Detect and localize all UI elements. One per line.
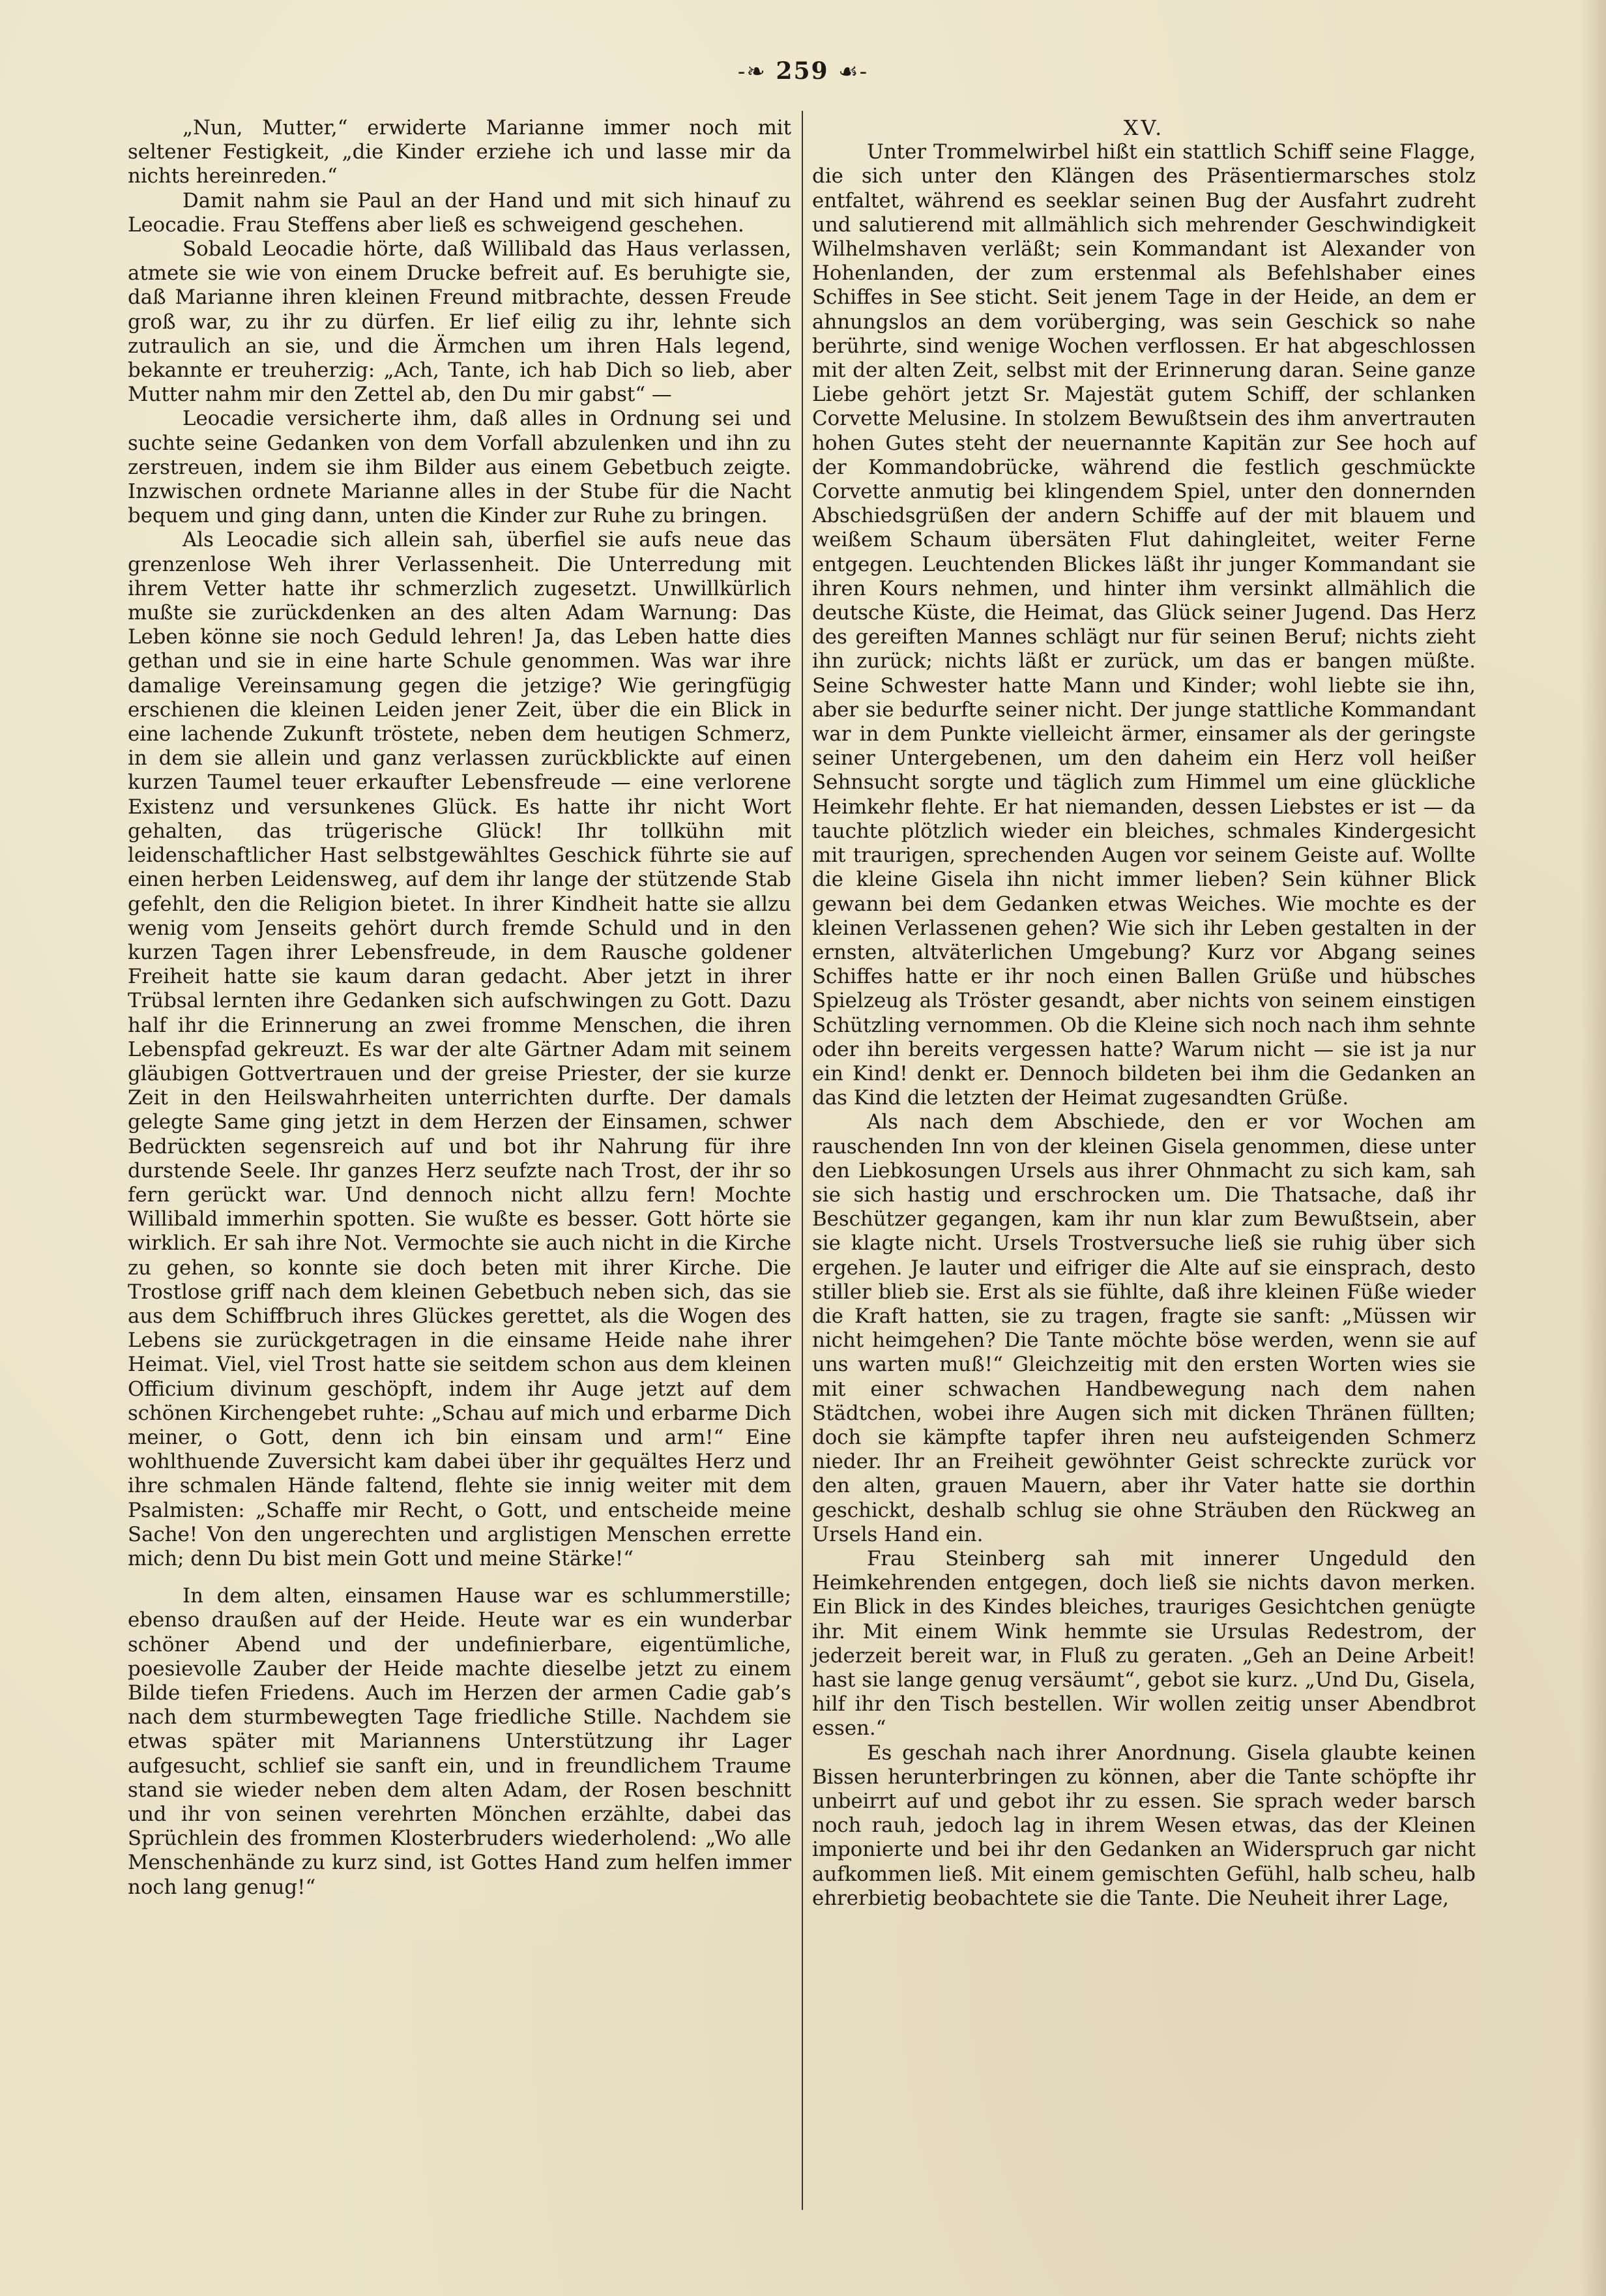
page-header (0, 57, 1606, 85)
paragraph-4: Leocadie versicherte ihm, daß alles in Ordnung sei und suchte seine Gedanken von dem Vorfall abzulenken und ihn zu zerstreuen, indem sie ihm Bilder aus einem Gebetbuch zeigte. Inzwischen ordnete Marianne alles in der Stube für die Nacht bequem und ging dann, unten die Kinder zur Ruhe zu bringen. (128, 407, 791, 528)
paragraph-8: Als nach dem Abschiede, den er vor Wochen am rauschenden Inn von der kleinen Gisela genommen, diese unter den Liebkosungen Ursels aus ihrer Ohnmacht zu sich kam, sah sie sich hastig und erschrocken um. Die Thatsache, daß ihr Beschützer gegangen, kam ihr nun klar zum Bewußtsein, aber sie klagte nicht. Ursels Trostversuche ließ sie ruhig über sich ergehen. Je lauter und eifriger die Alte auf sie einsprach, desto stiller blieb sie. Erst als sie fühlte, daß ihre kleinen Füße wieder die Kraft hatten, sie zu tragen, fragte sie sanft: „Müssen wir nicht heimgehen? Die Tante möchte böse werden, wenn sie auf uns warten muß!“ Gleichzeitig mit den ersten Worten wies sie mit einer schwachen Handbewegung nach dem nahen Städtchen, wobei ihre Augen sich mit dicken Thränen füllten; doch sie kämpfte tapfer ihren neu aufsteigenden Schmerz nieder. Ihr an Freiheit gewöhnter Geist schreckte zurück vor den alten, grauen Mauern, aber ihr Vater hatte sie dorthin geschickt, deshalb schlug sie ohne Sträuben den Rückweg an Ursels Hand ein. (812, 1110, 1476, 1546)
ornament-right: ☙- (838, 59, 869, 85)
paragraph-1: „Nun, Mutter,“ erwiderte Marianne immer noch mit seltener Festigkeit, „die Kinder erziehe ich und lasse mir da nichts hereinreden.“ (128, 116, 791, 188)
paragraph-2: Damit nahm sie Paul an der Hand und mit sich hinauf zu Leocadie. Frau Steffens aber ließ es schweigend geschehen. (128, 188, 791, 237)
right-column (812, 116, 1476, 1911)
paragraph-3: Sobald Leocadie hörte, daß Willibald das Haus verlassen, atmete sie wie von einem Drucke befreit auf. Es beruhigte sie, daß Marianne ihren kleinen Freund mitbrachte, dessen Freude groß war, zu ihr zu dürfen. Er lief eilig zu ihr, lehnte sich zutraulich an sie, und die Ärmchen um ihren Hals legend, bekannte er treuherzig: „Ach, Tante, ich hab Dich so lieb, aber Mutter nahm mir den Zettel ab, den Du mir gabst“ — (128, 237, 791, 407)
left-column (128, 116, 791, 1900)
chapter-heading: XV. (1123, 115, 1165, 140)
page-number: 259 (776, 57, 829, 85)
paragraph-9: Frau Steinberg sah mit innerer Ungeduld den Heimkehrenden entgegen, doch ließ sie nichts davon merken. Ein Blick in des Kindes bleiches, trauriges Gesichtchen genügte ihr. Mit einem Wink hemmte sie Ursulas Redestrom, der jederzeit bereit war, in Fluß zu geraten. „Geh an Deine Arbeit! hast sie lange genug versäumt“, gebot sie kurz. „Und Du, Gisela, hilf ihr den Tisch bestellen. Wir wollen zeitig unser Abendbrot essen.“ (812, 1546, 1476, 1741)
page-edge-shadow (1580, 0, 1606, 2296)
column-divider (802, 111, 803, 2210)
paragraph-6: In dem alten, einsamen Hause war es schlummerstille; ebenso draußen auf der Heide. Heute war es ein wunderbar schöner Abend und der undefinierbare, eigentümliche, poesievolle Zauber der Heide machte dieselbe jetzt zu einem Bilde tiefen Friedens. Auch im Herzen der armen Cadie gab’s nach dem sturmbewegten Tage friedliche Stille. Nachdem sie etwas später mit Mariannens Unterstützung ihr Lager aufgesucht, schlief sie sanft ein, und in freundlichem Traume stand sie wieder neben dem alten Adam, der Rosen beschnitt und ihr von seinen verehrten Mönchen erzählte, dabei das Sprüchlein des frommen Klosterbruders wiederholend: „Wo alle Menschenhände zu kurz sind, ist Gottes Hand zum helfen immer noch lang genug!“ (128, 1584, 791, 1899)
paragraph-7: Unter Trommelwirbel hißt ein stattlich Schiff seine Flagge, die sich unter den Klängen des Präsentiermarsches stolz entfaltet, während es seeklar seinen Bug der Ausfahrt zudreht und salutierend mit allmählich sich mehrender Geschwindigkeit Wilhelmshaven verläßt; sein Kommandant ist Alexander von Hohenlanden, der zum erstenmal als Befehlshaber eines Schiffes in See sticht. Seit jenem Tage in der Heide, an dem er ahnungslos an dem vorüberging, was sein Geschick so nahe berührte, sind wenige Wochen verflossen. Er hat abgeschlossen mit der alten Zeit, selbst mit der Erinnerung daran. Seine ganze Liebe gehört jetzt Sr. Majestät gutem Schiff, der schlanken Corvette Melusine. In stolzem Bewußtsein des ihm anvertrauten hohen Gutes steht der neuernannte Kapitän zur See hoch auf der Kommandobrücke, während die festlich geschmückte Corvette anmutig bei klingendem Spiel, unter den donnernden Abschiedsgrüßen der andern Schiffe auf der mit blauem und weißem Schaum übersäten Flut dahingleitet, weiter Ferne entgegen. Leuchtenden Blickes läßt ihr junger Kommandant sie ihren Kours nehmen, und hinter ihm versinkt allmählich die deutsche Küste, die Heimat, das Glück seiner Jugend. Das Herz des gereiften Mannes schlägt nur für seinen Beruf; nichts zieht ihn zurück; nichts läßt er zurück, um das er bangen müßte. Seine Schwester hatte Mann und Kinder; wohl liebte sie ihn, aber sie bedurfte seiner nicht. Der junge stattliche Kommandant war in dem Punkte vielleicht ärmer, einsamer als der geringste seiner Untergebenen, um den daheim ein Herz voll heißer Sehnsucht sorgte und täglich zum Himmel um eine glückliche Heimkehr flehte. Er hat niemanden, dessen Liebstes er ist — da tauchte plötzlich wieder ein bleiches, schmales Kindergesicht mit traurigen, sprechenden Augen vor seinem Geiste auf. Wollte die kleine Gisela ihn nicht immer lieben? Sein kühner Blick gewann bei dem Gedanken etwas Weiches. Wie mochte es der kleinen Verlassenen gehen? Wie sich ihr Leben gestalten in der ernsten, altväterlichen Umgebung? Kurz vor Abgang seines Schiffes hatte er ihr noch einen Ballen Grüße und hübsches Spielzeug als Tröster gesandt, aber nichts von seinem einstigen Schützling vernommen. Ob die Kleine sich noch nach ihm sehnte oder ihn bereits vergessen hatte? Warum nicht — sie ist ja nur ein Kind! denkt er. Dennoch bildeten bei ihm die Gedanken an das Kind die letzten der Heimat zugesandten Grüße. (812, 140, 1476, 1110)
ornament-left: -❧ (737, 59, 766, 85)
paragraph-10: Es geschah nach ihrer Anordnung. Gisela glaubte keinen Bissen herunterbringen zu können, aber die Tante schöpfte ihr unbeirrt auf und gebot ihr zu essen. Sie sprach weder barsch noch rauh, jedoch lag in ihrem Wesen etwas, das der Kleinen imponierte und bei ihr den Gedanken an Widerspruch gar nicht aufkommen ließ. Mit einem gemischten Gefühl, halb scheu, halb ehrerbietig beobachtete sie die Tante. Die Neuheit ihrer Lage, (812, 1741, 1476, 1910)
paragraph-5: Als Leocadie sich allein sah, überfiel sie aufs neue das grenzenlose Weh ihrer Verlassenheit. Die Unterredung mit ihrem Vetter hatte ihr schmerzlich zugesetzt. Unwillkürlich mußte sie zurückdenken an des alten Adam Warnung: Das Leben könne sie noch Geduld lehren! Ja, das Leben hatte dies gethan und sie in eine harte Schule genommen. Was war ihre damalige Vereinsamung gegen die jetzige? Wie geringfügig erschienen die kleinen Leiden jener Zeit, über die ein Blick in eine lachende Zukunft tröstete, neben dem heutigen Schmerz, in dem sie allein und ganz verlassen zurückblickte auf einen kurzen Taumel teuer erkaufter Lebensfreude — eine verlorene Existenz und versunkenes Glück. Es hatte ihr nicht Wort gehalten, das trügerische Glück! Ihr tollkühn mit leidenschaftlicher Hast selbstgewähltes Geschick führte sie auf einen herben Leidensweg, auf dem ihr lange der stützende Stab gefehlt, den die Religion bietet. In ihrer Kindheit hatte sie allzu wenig vom Jenseits gehört durch fremde Schuld und in den kurzen Tagen ihrer Lebensfreude, in dem Rausche goldener Freiheit hatte sie kaum daran gedacht. Aber jetzt in ihrer Trübsal lernten ihre Gedanken sich aufschwingen zu Gott. Dazu half ihr die Erinnerung an zwei fromme Menschen, die ihren Lebenspfad gekreuzt. Es war der alte Gärtner Adam mit seinem gläubigen Gottvertrauen und der greise Priester, der sie kurze Zeit in den Heilswahrheiten unterrichten durfte. Der damals gelegte Same ging jetzt in dem Herzen der Einsamen, schwer Bedrückten segensreich auf und bot ihr Nahrung für ihre durstende Seele. Ihr ganzes Herz seufzte nach Trost, der ihr so fern gerückt war. Und dennoch nicht allzu fern! Mochte Willibald immerhin spotten. Sie wußte es besser. Gott hörte sie wirklich. Er sah ihre Not. Vermochte sie auch nicht in die Kirche zu gehen, so konnte sie doch beten mit ihrer Kirche. Die Trostlose griff nach dem kleinen Gebetbuch neben sich, das sie aus dem Schiffbruch ihres Glückes gerettet, als die Wogen des Lebens sie zurückgetragen in die einsame Heide nahe ihrer Heimat. Viel, viel Trost hatte sie seitdem schon aus dem kleinen Officium divinum geschöpft, indem ihr Auge jetzt auf dem schönen Kirchengebet ruhte: „Schau auf mich und erbarme Dich meiner, o Gott, denn ich bin einsam und arm!“ Eine wohlthuende Zuversicht kam dabei über ihr gequältes Herz und ihre schmalen Hände faltend, flehte sie innig weiter mit dem Psalmisten: „Schaffe mir Recht, o Gott, und entscheide meine Sache! Von den ungerechten und arglistigen Menschen errette mich; denn Du bist mein Gott und meine Stärke!“ (128, 528, 791, 1570)
